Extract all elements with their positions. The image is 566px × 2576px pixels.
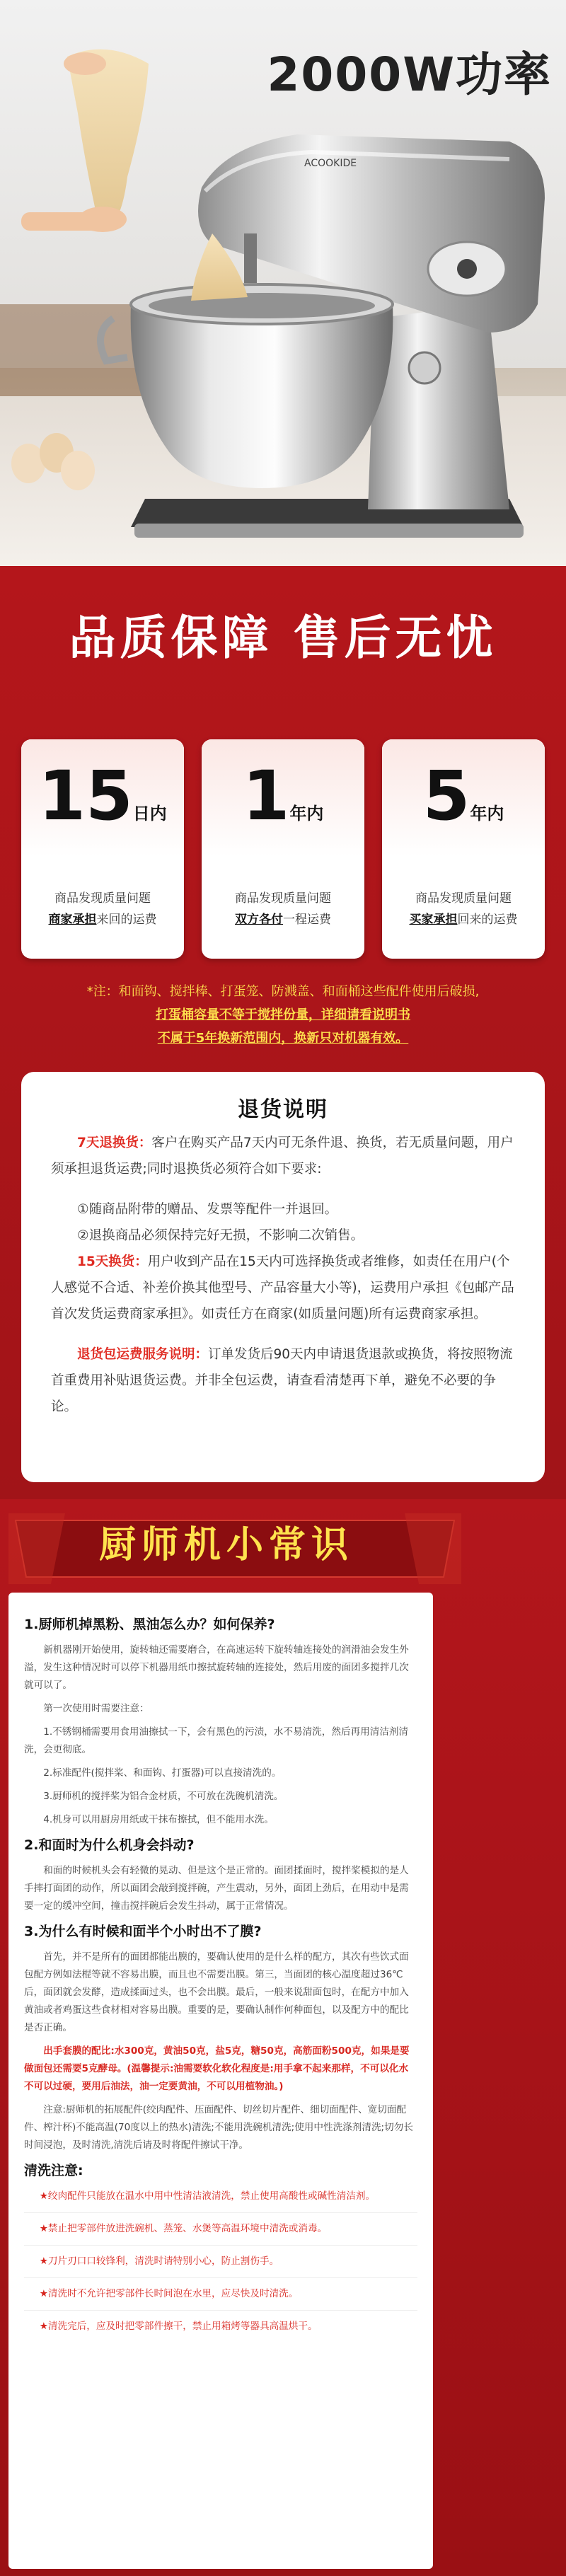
cleaning-tip: ★清洗时不允许把零部件长时间泡在水里，应尽快及时清洗。: [24, 2285, 417, 2311]
return-requirement-1: ①随商品附带的赠品、发票等配件一并退回。: [77, 1202, 338, 1217]
warranty-unit: 日内: [132, 804, 167, 824]
tips-section: [0, 1499, 566, 2576]
dough-recipe: 出手套膜的配比:水300克，黄油50克，盐5克，糖50克，高筋面粉500克，如果是要做面包还需要5克酵母。(温馨提示:油需要软化软化程度是:用手拿不起来那样，不可以化水不可以过硬，要用后油法，油一定要黄油，不可以用植物油。): [24, 2045, 410, 2092]
warranty-card-1-year: [202, 739, 364, 959]
warranty-number: 15: [38, 756, 133, 836]
warranty-card-5-years: [382, 739, 545, 959]
warranty-cards: [21, 739, 545, 966]
warranty-desc-bold: 双方各付: [235, 913, 283, 927]
warranty-desc-line1: 商品发现质量问题: [235, 891, 331, 906]
warranty-note: *注：和面钩、搅拌棒、打蛋笼、防溅盖、和面桶这些配件使用后破损, 打蛋桶容量不等于搅拌份量，详细请看说明书 不属于5年换新范围内，换新只对机器有效。: [86, 984, 480, 1046]
tips-title: 厨师机小常识: [98, 1524, 354, 1566]
hero-headline: 2000W功率: [267, 47, 552, 102]
warranty-desc-line1: 商品发现质量问题: [54, 891, 151, 906]
return-policy-box: [21, 1072, 545, 1482]
return-requirement-2: ②退换商品必须保持完好无损，不影响二次销售。: [77, 1228, 364, 1243]
quality-title: 品质保障 售后无忧: [69, 611, 497, 665]
warranty-desc-rest: 来回的运费: [96, 913, 157, 927]
tip-question-1: 1.厨师机掉黑粉、黑油怎么办？如何保养?: [24, 1617, 275, 1632]
warranty-desc-bold: 商家承担: [48, 913, 97, 927]
warranty-unit: 年内: [470, 804, 504, 824]
warranty-card-15-days: [21, 739, 184, 959]
fifteen-day-exchange: 15天换货：用户收到产品在15天内可选择换货或者维修，如责任在用户(个人感觉不合适、补差价换其他型号、产品容量大小等)，运费用户承担《包邮产品首次发货运费商家承担》。如责任方在商家(如质量问题)所有运费商家承担。: [51, 1254, 514, 1322]
cleaning-tip: ★刀片刃口口较锋利，清洗时请特别小心，防止割伤手。: [24, 2253, 417, 2278]
cleaning-title: 清洗注意:: [24, 2163, 83, 2178]
cleaning-tip: ★绞肉配件只能放在温水中用中性清洁液清洗，禁止使用高酸性或碱性清洁剂。: [24, 2188, 417, 2213]
quality-section: [0, 566, 566, 1499]
warranty-unit: 年内: [289, 804, 324, 824]
seven-day-return: 7天退换货：客户在购买产品7天内可无条件退、换货，若无质量问题，用户须承担退货运费;同时退换货必须符合如下要求:: [51, 1136, 514, 1177]
warranty-desc-rest: 一程运费: [283, 913, 331, 927]
return-shipping-service: 退货包运费服务说明：订单发货后90天内申请退货退款或换货，将按照物流首重费用补贴退货运费。并非全包运费，请查看清楚再下单，避免不必要的争论。: [51, 1347, 513, 1414]
warranty-number: 5: [422, 756, 470, 836]
cleaning-tip: ★清洗完后，应及时把零部件擦干，禁止用箱烤等器具高温烘干。: [39, 2321, 318, 2332]
warranty-number: 1: [242, 756, 290, 836]
tip-question-3: 3.为什么有时候和面半个小时出不了膜?: [24, 1924, 262, 1939]
warranty-desc-line1: 商品发现质量问题: [415, 891, 512, 906]
warranty-desc-rest: 回来的运费: [457, 913, 518, 927]
hero-banner: [0, 0, 566, 566]
tip-question-2: 2.和面时为什么机身会抖动?: [24, 1837, 195, 1853]
warranty-desc-bold: 买家承担: [409, 913, 458, 927]
brand-logo: ACOOKIDE: [304, 158, 357, 169]
tips-content: 1.厨师机掉黑粉、黑油怎么办？如何保养? 新机器刚开始使用，旋转轴还需要磨合，在高速运转下旋转轴连接处的润滑油会发生外溢，发生这种情况时可以停下机器用纸巾擦拭旋转轴的连接处，然后用废的面团多搅拌几次就可以了。 第一次使用时需要注意： 1.不锈钢桶需要用食用油擦拭一下，会有黑色的污渍，水不易清洗，然后再用清洁剂清洗，会更彻底。 2.标准配件(搅拌桨、和面钩、打蛋器)可以直接清洗的。 3.厨师机的搅拌桨为铝合金材质，不可放在洗碗机清洗。 4.机身可以用厨房用纸或干抹布擦拭，但不能用水洗。 2.和面时为什么机身会抖动? 和面的时候机头会有轻微的晃动、但是这个是正常的。面团揉面时，搅拌桨模拟的是人手摔打面团的动作，所以面团会敲到搅拌碗，产生震动，另外，面团上劲后，在用动中是需要一定的缓冲空间，撞击搅拌碗后会发生抖动，属于正常情况。 3.为什么有时候和面半个小时出不了膜? 首先，并不是所有的面团都能出膜的，要确认使用的是什么样的配方，其次有些饮式面包配方例如法棍等就不容易出膜，而且也不需要出膜。第三，当面团的核心温度超过36℃后，面团就会发酵，造成揉面过头，也不会出膜。最后，一般来说甜面包时，在配方中加入黄油或者鸡蛋这些食材相对容易出膜。重要的是，要确认制作何种面包，以及配方中的配比是否正确。 出手套膜的配比:水300克，黄油50克，盐5克，糖50克，高筋面粉500克，如果是要做面包还需要5克酵母。(温馨提示:油需要软化软化程度是:用手拿不起来那样，不可以化水不可以过硬，要用后油法，油一定要黄油，不可以用植物油。) 注意:厨师机的拓展配件(绞肉配件、压面配件、切丝切片配件、细切面配件、宽切面配件、榨汁杯)不能高温(70度以上的热水)清洗;不能用洗碗机清洗;使用中性洗涤剂清洗;切勿长时间浸泡，及时清洗,清洗后请及时将配件擦试干净。 清洗注意: ★绞肉配件只能放在温水中用中性清洁液清洗，禁止使用高酸性或碱性清洁剂。 ★禁止把零部件放进洗碗机、蒸笼、水煲等高温环境中清洗或消毒。 ★刀片刃口口较锋利，清洗时请特别小心，防止割伤手。 ★清洗时不允许把零部件长时间泡在水里，应尽快及时清洗。 ★清洗完后，应及时把零部件擦干，禁止用箱烤等器具高温烘干。: [8, 1593, 433, 2569]
cleaning-tip: ★禁止把零部件放进洗碗机、蒸笼、水煲等高温环境中清洗或消毒。: [24, 2220, 417, 2246]
return-policy-title: 退货说明: [238, 1097, 328, 1122]
